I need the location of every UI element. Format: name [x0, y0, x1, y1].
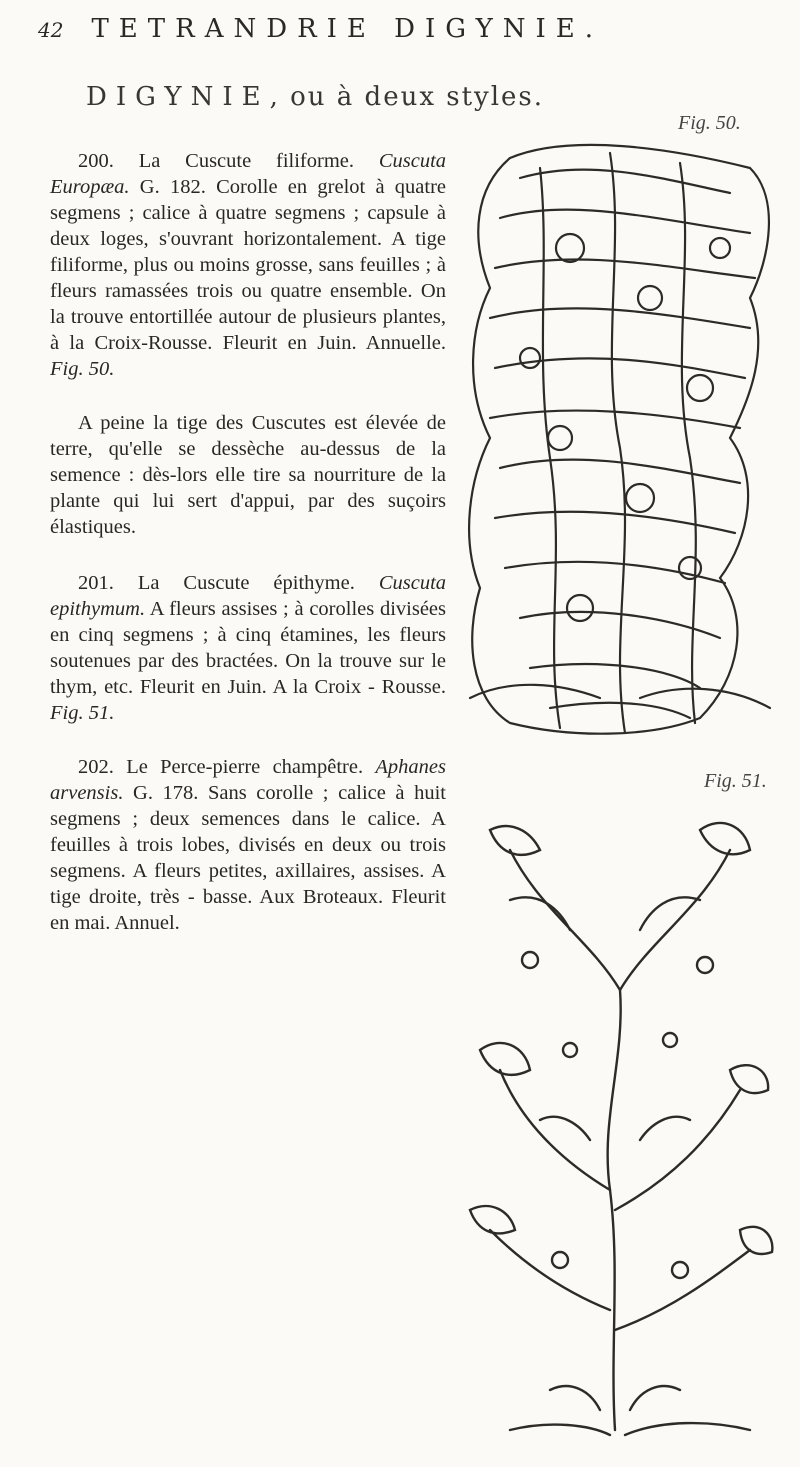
paragraph-text: A peine la tige des Cuscutes est élevée de terre, qu'elle se dessèche au-dessus de la semence : dès-lors elle tire sa nourriture de la plante qui lui sert d'appui, par des suçoirs élastiques. — [50, 412, 446, 538]
figure-50-illustration — [450, 138, 780, 748]
entry-fig-ref: Fig. 51. — [50, 702, 115, 724]
section-title-rest: , ou à deux styles. — [269, 82, 545, 112]
entry-200 — [50, 148, 446, 382]
section-title-caps: DIGYNIE — [86, 82, 270, 112]
figure-51-illustration — [450, 790, 780, 1450]
entry-common-name: La Cuscute filiforme. — [138, 150, 354, 172]
entry-number: 200. — [78, 150, 114, 172]
entry-text: G. 182. Corolle en grelot à quatre segmens ; calice à quatre segmens ; capsule à deux loges, s'ouvrant horizontalement. A tige filiforme, plus ou moins grosse, sans feuilles ; à fleurs ramassées trois ou quatre ensemble. On la trouve entortillée autour de plusieurs plantes, à la Croix-Rousse. Fleurit en Juin. Annuelle. — [50, 176, 447, 354]
page-number: 42 — [38, 18, 64, 42]
running-title: TETRANDRIE DIGYNIE. — [91, 14, 604, 44]
entry-latin-name: Aphanes arvensis. — [50, 756, 446, 804]
paragraph-cuscute-note — [50, 410, 446, 540]
entry-number: 202. — [78, 756, 114, 778]
running-head — [38, 14, 778, 44]
entry-202 — [50, 754, 446, 936]
entry-201 — [50, 570, 446, 726]
entry-fig-ref: Fig. 50. — [50, 358, 115, 380]
entry-common-name: La Cuscute épithyme. — [137, 572, 355, 594]
entry-text: A fleurs assises ; à corolles divisées en cinq segmens ; à cinq étamines, les fleurs soutenues par des bractées. On la trouve sur le thym, etc. Fleurit en Juin. A la Croix - Rousse. — [50, 598, 446, 698]
figure-50-caption: Fig. 50. — [678, 112, 741, 134]
section-title — [86, 82, 786, 112]
entry-latin-name: Cuscuta epithymum. — [50, 572, 447, 620]
entry-number: 201. — [78, 572, 114, 594]
figure-51-caption: Fig. 51. — [704, 770, 767, 792]
text-column — [50, 148, 446, 964]
entry-latin-name: Cuscuta Europæa. — [50, 150, 447, 198]
entry-text: G. 178. Sans corolle ; calice à huit segmens ; deux semences dans le calice. A feuilles à trois lobes, divisés en deux ou trois segmens. A fleurs petites, axillaires, assises. A tige droite, très - basse. Aux Broteaux. Fleurit en mai. Annuel. — [50, 782, 446, 934]
entry-common-name: Le Perce-pierre champêtre. — [126, 756, 364, 778]
